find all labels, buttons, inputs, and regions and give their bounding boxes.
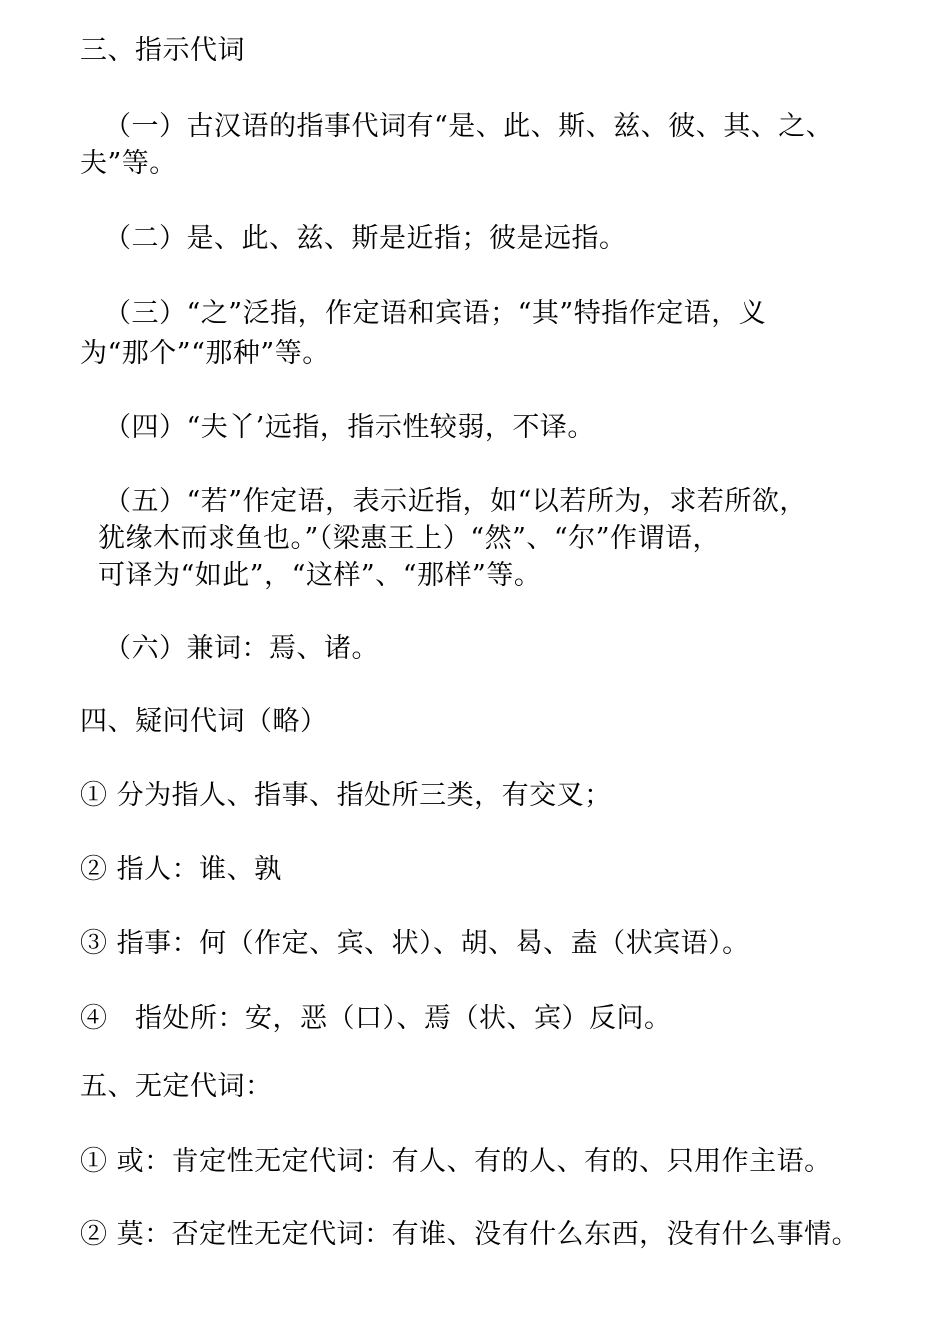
paragraph-demonstrative-4: （四）“夫丫’远指，指示性较弱，不译。 [104, 412, 595, 443]
section-heading-demonstrative: 三、指示代词 [80, 35, 245, 66]
list-item-indefinite-1: ① 或：肯定性无定代词：有人、有的人、有的、只用作主语。 [80, 1146, 832, 1177]
paragraph-demonstrative-5-line-1: （五）“若”作定语，表示近指，如“以若所为，求若所欲， [104, 486, 807, 517]
paragraph-demonstrative-1-line-1: （一）古汉语的指事代词有“是、此、斯、兹、彼、其、之、 [104, 111, 834, 142]
paragraph-demonstrative-5-line-2: 犹缘木而求鱼也。”（梁惠王上）“然”、“尔”作谓语， [98, 523, 721, 554]
paragraph-demonstrative-5-line-3: 可译为“如此”，“这样”、“那样”等。 [98, 560, 542, 591]
list-item-interrogative-1: ① 分为指人、指事、指处所三类，有交叉； [80, 780, 612, 811]
list-item-interrogative-3: ③ 指事：何（作定、宾、状）、胡、曷、盍（状宾语）。 [80, 928, 750, 959]
list-item-interrogative-4: ④ 指处所：安，恶（口）、焉（状、宾）反问。 [80, 1003, 672, 1034]
paragraph-demonstrative-2: （二）是、此、兹、斯是近指；彼是远指。 [104, 223, 627, 254]
list-item-indefinite-2: ② 莫：否定性无定代词：有谁、没有什么东西，没有什么事情。 [80, 1219, 860, 1250]
paragraph-demonstrative-3-line-1: （三）“之”泛指，作定语和宾语；“其”特指作定语，义 [104, 298, 767, 329]
list-item-interrogative-2: ② 指人：谁、孰 [80, 854, 282, 885]
paragraph-demonstrative-3-line-2: 为“那个”“那种”等。 [80, 338, 330, 369]
section-heading-indefinite: 五、无定代词： [80, 1071, 273, 1102]
paragraph-demonstrative-6: （六）兼词：焉、诸。 [104, 633, 379, 664]
section-heading-interrogative: 四、疑问代词（略） [80, 706, 328, 737]
paragraph-demonstrative-1-line-2: 夫”等。 [80, 148, 177, 179]
